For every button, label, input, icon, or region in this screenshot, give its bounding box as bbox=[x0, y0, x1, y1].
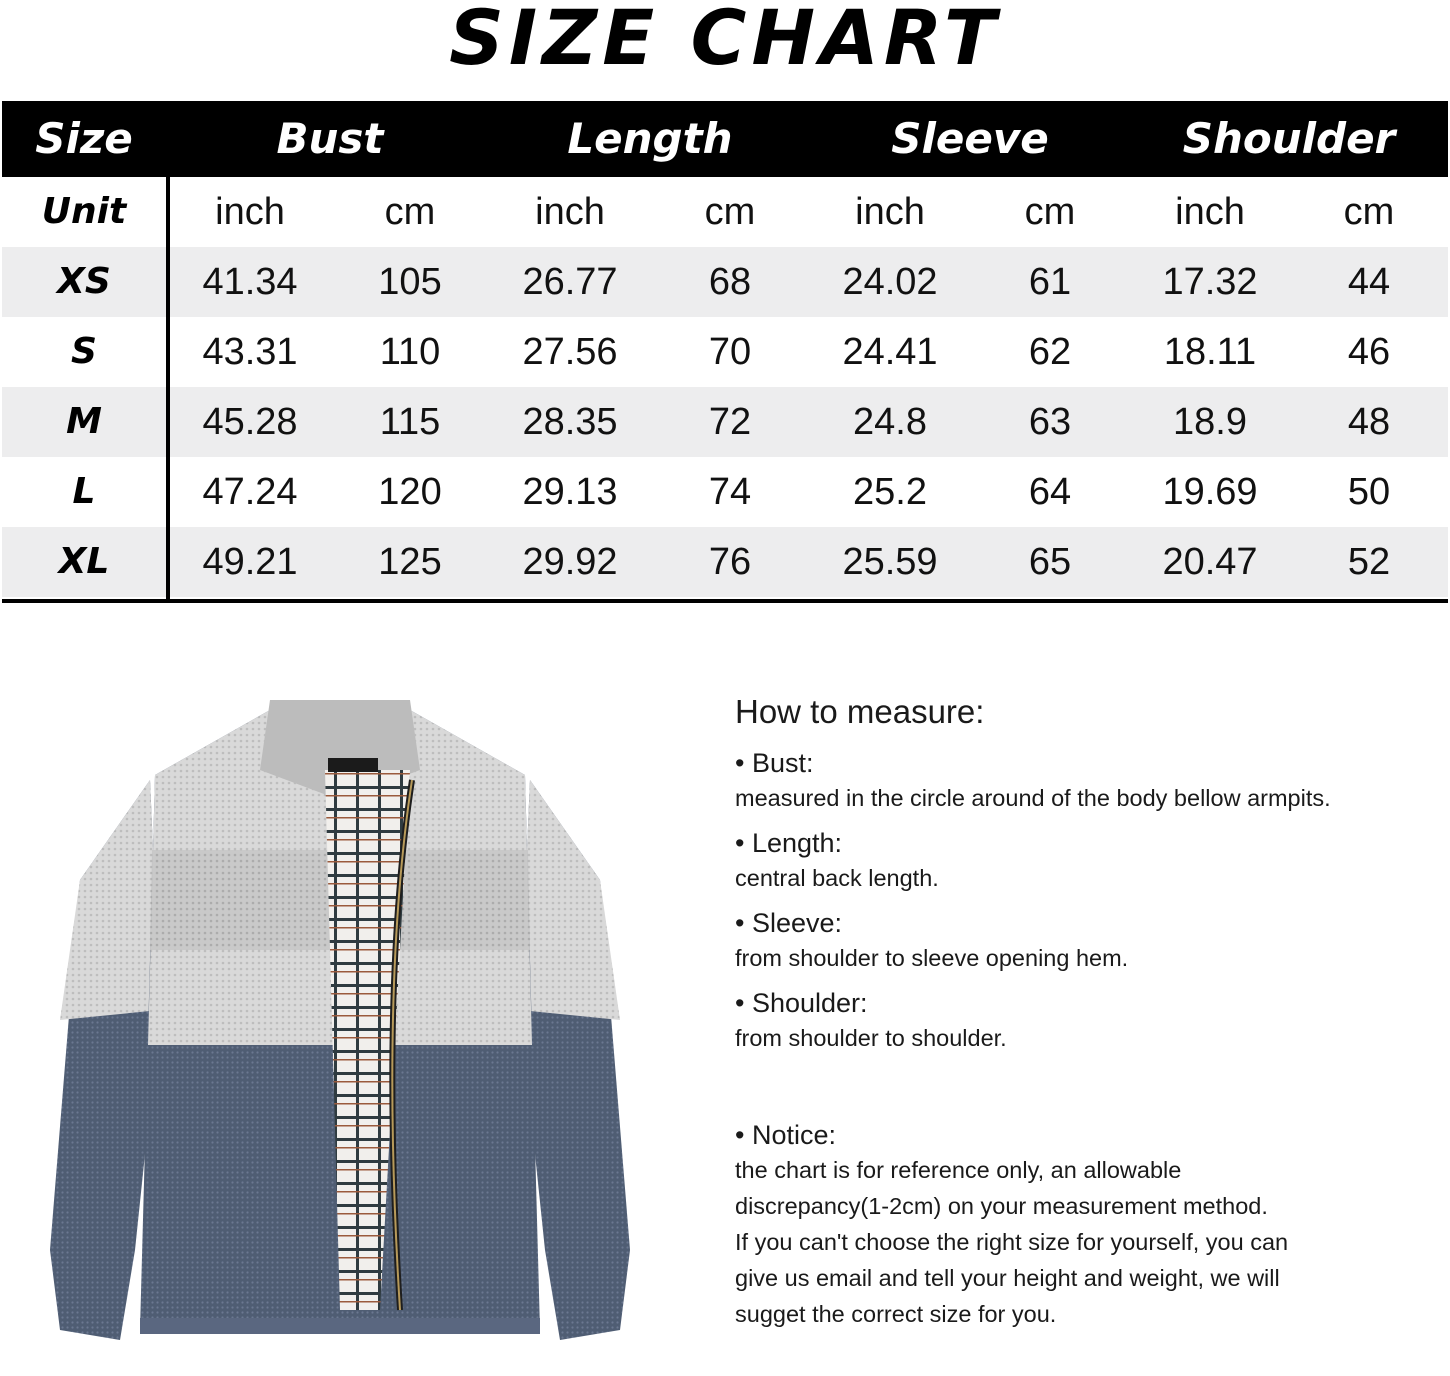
table-cell: 24.8 bbox=[853, 401, 927, 443]
table-cell: 43.31 bbox=[202, 331, 298, 373]
table-cell: 25.59 bbox=[842, 541, 938, 583]
measure-desc: central back length. bbox=[735, 865, 939, 891]
header-size: Size bbox=[35, 114, 133, 163]
notice-line: the chart is for reference only, an allowable bbox=[735, 1157, 1182, 1183]
measure-item-length bbox=[735, 826, 1435, 896]
unit-label: Unit bbox=[41, 191, 127, 232]
table-cell: 46 bbox=[1347, 331, 1391, 373]
measure-term: • Length: bbox=[735, 828, 843, 858]
measure-term: • Shoulder: bbox=[735, 988, 868, 1018]
unit-cell: inch bbox=[215, 191, 285, 233]
unit-cell: inch bbox=[1175, 191, 1245, 233]
table-cell: 48 bbox=[1347, 401, 1391, 443]
sweater-image bbox=[40, 690, 640, 1370]
table-cell: 120 bbox=[378, 471, 442, 513]
unit-cell: cm bbox=[704, 191, 756, 233]
table-cell: 125 bbox=[378, 541, 442, 583]
table-row bbox=[2, 457, 1448, 527]
unit-cell: cm bbox=[1024, 191, 1076, 233]
table-cell: 62 bbox=[1028, 331, 1072, 373]
unit-cell: inch bbox=[535, 191, 605, 233]
table-cell: 24.41 bbox=[842, 331, 938, 373]
unit-cell: cm bbox=[1343, 191, 1395, 233]
table-cell: 29.13 bbox=[522, 471, 618, 513]
header-shoulder: Shoulder bbox=[1182, 114, 1396, 163]
notice-line: sugget the correct size for you. bbox=[735, 1301, 1057, 1327]
unit-row bbox=[2, 177, 1448, 247]
size-label: XS bbox=[57, 261, 111, 302]
table-cell: 49.21 bbox=[202, 541, 298, 583]
measure-instructions bbox=[735, 690, 1435, 1342]
header-bust: Bust bbox=[276, 114, 384, 163]
measure-desc: from shoulder to sleeve opening hem. bbox=[735, 945, 1129, 971]
measure-item-bust bbox=[735, 746, 1435, 816]
table-cell: 65 bbox=[1028, 541, 1072, 583]
table-cell: 20.47 bbox=[1162, 541, 1258, 583]
table-cell: 50 bbox=[1347, 471, 1391, 513]
table-cell: 24.02 bbox=[842, 261, 938, 303]
table-cell: 47.24 bbox=[202, 471, 298, 513]
table-cell: 70 bbox=[708, 331, 752, 373]
table-cell: 29.92 bbox=[522, 541, 618, 583]
measure-desc: from shoulder to shoulder. bbox=[735, 1025, 1007, 1051]
measure-desc: measured in the circle around of the body bellow armpits. bbox=[735, 785, 1331, 811]
notice-line: give us email and tell your height and weight, we will bbox=[735, 1265, 1280, 1291]
notice-line: If you can't choose the right size for yourself, you can bbox=[735, 1229, 1289, 1255]
notice-line: discrepancy(1-2cm) on your measurement method. bbox=[735, 1193, 1268, 1219]
table-cell: 63 bbox=[1028, 401, 1072, 443]
notice-block bbox=[735, 1118, 1435, 1332]
measure-item-shoulder bbox=[735, 986, 1435, 1056]
size-label: XL bbox=[58, 541, 110, 582]
measure-heading: How to measure: bbox=[735, 693, 985, 730]
table-cell: 25.2 bbox=[853, 471, 927, 513]
size-chart-table bbox=[2, 101, 1448, 603]
table-cell: 19.69 bbox=[1162, 471, 1258, 513]
measure-term: • Sleeve: bbox=[735, 908, 843, 938]
table-cell: 64 bbox=[1028, 471, 1072, 513]
table-cell: 18.11 bbox=[1163, 331, 1257, 373]
table-cell: 44 bbox=[1347, 261, 1391, 303]
table-cell: 105 bbox=[378, 261, 442, 303]
table-cell: 72 bbox=[708, 401, 752, 443]
measure-term: • Bust: bbox=[735, 748, 814, 778]
unit-cell: cm bbox=[384, 191, 436, 233]
unit-cell: inch bbox=[855, 191, 925, 233]
header-sleeve: Sleeve bbox=[891, 114, 1049, 163]
size-label: M bbox=[66, 401, 102, 442]
notice-term: • Notice: bbox=[735, 1120, 836, 1150]
page-title: SIZE CHART bbox=[449, 0, 1001, 82]
table-cell: 115 bbox=[379, 401, 441, 443]
table-cell: 27.56 bbox=[522, 331, 618, 373]
table-cell: 18.9 bbox=[1173, 401, 1247, 443]
table-cell: 74 bbox=[708, 471, 752, 513]
header-length: Length bbox=[567, 114, 733, 163]
table-cell: 41.34 bbox=[202, 261, 298, 303]
table-header bbox=[2, 101, 1448, 177]
table-cell: 26.77 bbox=[522, 261, 618, 303]
column-divider bbox=[166, 177, 170, 599]
table-row bbox=[2, 247, 1448, 317]
size-label: L bbox=[72, 471, 96, 512]
table-cell: 61 bbox=[1028, 261, 1072, 303]
table-row bbox=[2, 387, 1448, 457]
measure-item-sleeve bbox=[735, 906, 1435, 976]
table-cell: 110 bbox=[379, 331, 441, 373]
table-row bbox=[2, 527, 1448, 597]
table-row bbox=[2, 317, 1448, 387]
table-cell: 68 bbox=[708, 261, 752, 303]
table-cell: 76 bbox=[708, 541, 752, 583]
table-cell: 17.32 bbox=[1162, 261, 1258, 303]
table-cell: 28.35 bbox=[522, 401, 618, 443]
size-label: S bbox=[71, 331, 97, 372]
table-cell: 45.28 bbox=[202, 401, 298, 443]
table-cell: 52 bbox=[1347, 541, 1391, 583]
